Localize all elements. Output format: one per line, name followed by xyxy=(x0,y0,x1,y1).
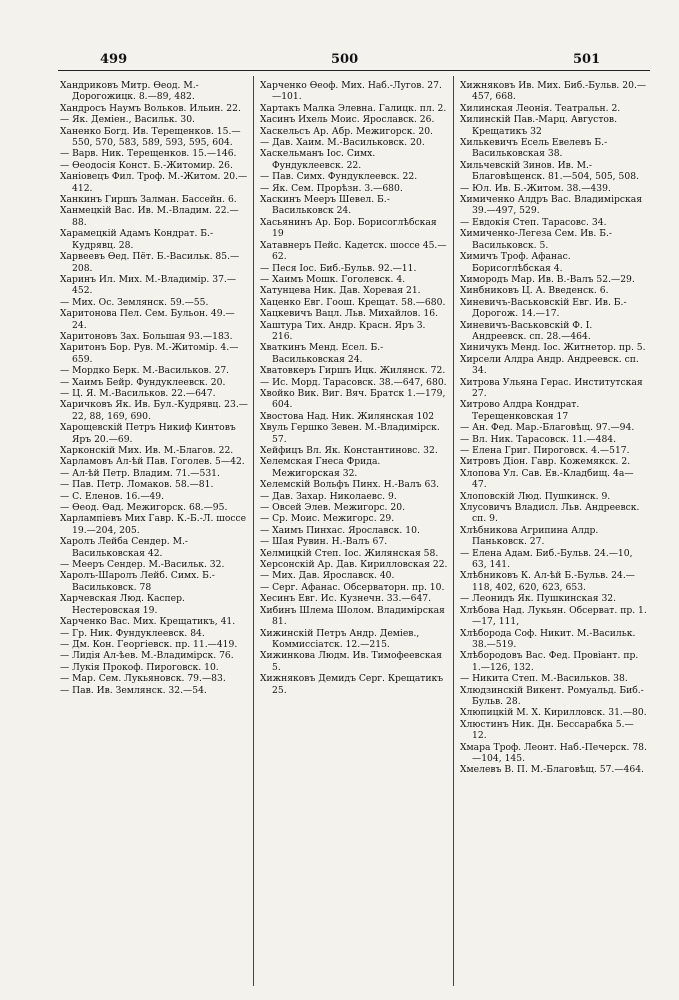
directory-entry: — Ал-ѣй Петр. Владим. 71.—531. xyxy=(60,467,220,479)
directory-entry: — Елена Адам. Биб.-Бульв. 24.—10, 63, 141. xyxy=(460,547,633,571)
directory-entry: Харченко Өеоф. Мих. Наб.-Лугов. 27.—101. xyxy=(260,80,442,103)
directory-entry: — Хаимъ Бейр. Фундуклеевск. 20. xyxy=(60,376,226,388)
directory-entry: Хейфицъ Вл. Як. Константиновс. 32. xyxy=(260,445,438,456)
directory-entry: Хандросъ Наумъ Вольков. Ильин. 22. xyxy=(60,102,241,114)
directory-entry: Хатунцева Ник. Дав. Хоревая 21. xyxy=(260,285,421,297)
page-number-right: 501 xyxy=(573,52,601,67)
directory-entry: — Лукiя Прокоф. Пироговск. 10. xyxy=(60,661,219,673)
directory-entry: — Дав. Хаим. М.-Васильковск. 20. xyxy=(260,137,425,149)
directory-entry: Хижняковъ Демидъ Серг. Крещатикъ 25. xyxy=(260,673,444,696)
directory-entry: Хаскельманъ Iос. Симх. Фундуклеевск. 22. xyxy=(260,148,376,171)
directory-entry: Хлѣбова Над. Лукьян. Обсерват. пр. 1.—17, 111, xyxy=(460,604,647,628)
directory-entry: Харламовъ Ал-ѣй Пав. Гоголев. 5—42. xyxy=(60,456,245,468)
directory-entry: Хижинскiй Петръ Андр. Демiев., Коммиссiатск. 12.—215. xyxy=(260,627,420,650)
directory-entry: Химиченко-Легеза Сем. Ив. Б.-Васильковск. 5. xyxy=(460,228,612,251)
directory-entry: Хлоповскiй Люд. Пушкинск. 9. xyxy=(460,490,611,502)
directory-entry: — Як. Демiен., Васильк. 30. xyxy=(60,114,195,126)
directory-entry: Хитровъ Дiон. Гавр. Кожемякск. 2. xyxy=(460,456,631,468)
column-1 xyxy=(60,80,248,990)
directory-entry: Харконскiй Мих. Ив. М.-Благов. 22. xyxy=(60,445,234,456)
directory-entry: Хваткинъ Менд. Есел. Б.-Васильковская 24. xyxy=(260,342,384,365)
directory-entry: Хитрова Ульяна Герас. Институтская 27. xyxy=(460,376,643,399)
directory-entry: — Өеодосiя Конст. Б.-Житомир. 26. xyxy=(60,159,233,171)
directory-entry: — Песя Iос. Биб.-Бульв. 92.—11. xyxy=(260,262,417,274)
directory-entry: — Ан. Фед. Мар.-Благовѣщ. 97.—94. xyxy=(460,422,635,434)
directory-entry: — Мар. Сем. Лукьяновск. 79.—83. xyxy=(60,673,226,685)
directory-entry: Хаскинъ Мееръ Шевел. Б.-Васильковск 24. xyxy=(260,194,390,217)
directory-entry: Хлусовичъ Владисл. Льв. Андреевск. сп. 9. xyxy=(460,502,640,525)
directory-entry: Хилинскiй Пав.-Марц. Августов. Крещатикъ 32 xyxy=(460,114,618,137)
column-2 xyxy=(260,80,448,990)
directory-entry: Хитрово Алдра Кондрат. Терещенковская 17 xyxy=(460,399,580,422)
directory-entry: Хилинская Леонiя. Театральн. 2. xyxy=(460,102,621,114)
directory-entry: Харамецкiй Адамъ Кондрат. Б.-Кудрявц. 28. xyxy=(60,228,214,251)
directory-entry: — Вл. Ник. Тарасовск. 11.—484. xyxy=(460,433,617,445)
page-number-center: 500 xyxy=(331,52,359,67)
directory-entry: — Мееръ Сендер. М.-Васильк. 32. xyxy=(60,559,225,571)
directory-entry: — Хаимъ Мошк. Гоголевск. 4. xyxy=(260,273,406,285)
directory-entry: Хиневичъ-Васьковскiй Ф. I. Андреевск. сп. 28.—464. xyxy=(460,319,593,342)
directory-entry: Харолъ-Шаролъ Лейб. Симх. Б.-Васильковск. 78 xyxy=(60,570,215,593)
directory-entry: — Дм. Кон. Георгiевск. пр. 11.—419. xyxy=(60,638,238,650)
directory-entry: Харолъ Лейба Сендер. М.-Васильковская 42. xyxy=(60,536,189,559)
directory-entry: Хватовкеръ Гиршъ Ицк. Жилянск. 72. xyxy=(260,365,446,377)
directory-entry: Харчевская Люд. Каспер. Нестеровская 19. xyxy=(60,593,185,616)
directory-entry: Хандриковъ Митр. Өеод. М.-Дорогожицк. 8.—89, 482. xyxy=(60,80,199,103)
directory-entry: Хлюпицкiй М. Х. Кирилловск. 31.—80. xyxy=(460,707,647,719)
directory-entry: Хаценко Евг. Гоош. Крещат. 58.—680. xyxy=(260,296,446,308)
directory-entry: — Лидiя Ал-ѣев. М.-Владимiрск. 76. xyxy=(60,650,234,662)
directory-entry: — Пав. Симх. Фундуклеевск. 22. xyxy=(260,171,418,183)
directory-entry: Хлѣбниковъ К. Ал-ѣй Б.-Бульв. 24.—118, 402, 620, 623, 653. xyxy=(460,570,635,593)
directory-entry: Ханiовецъ Фил. Троф. М.-Житом. 20.—412. xyxy=(60,171,248,194)
directory-entry: Хилькевичъ Есель Евелевъ Б.-Васильковская 38. xyxy=(460,137,608,160)
directory-entry: Хаштура Тих. Андр. Красн. Яръ 3. 216. xyxy=(260,319,426,342)
directory-entry: Хвойко Вик. Виг. Вяч. Братск 1.—179, 604. xyxy=(260,387,446,411)
directory-entry: Хлюстинъ Ник. Дн. Бессарабка 5.—12. xyxy=(460,718,634,742)
directory-entry: Харлампiевъ Мих Гавр. К.-Б.-Л. шоссе 19.—204, 205. xyxy=(60,513,247,536)
directory-entry: Харитоновъ Зах. Большая 93.—183. xyxy=(60,330,233,342)
directory-entry: — Мих. Ос. Землянск. 59.—55. xyxy=(60,296,209,308)
directory-entry: Харинъ Ил. Мих. М.-Владимiр. 37.—452. xyxy=(60,273,237,297)
directory-entry: — Евдокiя Степ. Тарасовс. 34. xyxy=(460,216,607,228)
directory-entry: — Дав. Захар. Николаевс. 9. xyxy=(260,490,397,502)
directory-entry: Харичковъ Як. Ив. Бул.-Кудрявц. 23.—22, 88, 169, 690. xyxy=(60,399,248,422)
directory-entry: Харитонъ Бор. Рув. М.-Житомiр. 4.—659. xyxy=(60,342,239,365)
directory-entry: Херсонскiй Ар. Дав. Кирилловская 22. xyxy=(260,559,448,571)
directory-entry: — Мих. Дав. Ярославск. 40. xyxy=(260,570,395,582)
directory-entry: Химичъ Троф. Афанас. Борисоглѣбская 4. xyxy=(460,251,571,274)
directory-entry: Хижняковъ Ив. Мих. Биб.-Бульв. 20.—457, 668. xyxy=(460,80,647,103)
directory-entry: Харитонова Пел. Сем. Бульон. 49.—24. xyxy=(60,308,235,331)
directory-entry: — Пав. Ив. Землянск. 32.—54. xyxy=(60,684,207,696)
directory-entry: Хвуль Гершко Зевен. М.-Владимiрск. 57. xyxy=(260,422,440,445)
column-3 xyxy=(460,80,648,990)
directory-entry: Хатавнеръ Пейс. Кадетск. шоссе 45.—62. xyxy=(260,239,447,263)
directory-entry: — Як. Сем. Прорѣзн. 3.—680. xyxy=(260,182,403,194)
directory-entry: — Ср. Моис. Межигорс. 29. xyxy=(260,513,395,525)
directory-entry: Хасинъ Ихель Моис. Ярославск. 26. xyxy=(260,114,435,126)
directory-entry: Хмара Троф. Леонт. Наб.-Печерск. 78.—104, 145. xyxy=(460,741,647,764)
directory-entry: Хильчевскiй Зинов. Ив. М.-Благовѣщенск. 81.—504, 505, 508. xyxy=(460,159,639,183)
directory-entry: Хартакъ Малка Элевна. Галицк. пл. 2. xyxy=(260,102,447,114)
directory-entry: Химиченко Алдръ Вас. Владимiрская 39.—497, 529. xyxy=(460,194,643,217)
directory-entry: Хлопова Ул. Сав. Ев.-Кладбищ. 4а—47. xyxy=(460,467,634,491)
directory-entry: Хиничукъ Менд. Iос. Житнетор. пр. 5. xyxy=(460,342,646,354)
directory-entry: — Ис. Морд. Тарасовск. 38.—647, 680. xyxy=(260,376,447,388)
directory-entry: Харченко Вас. Мих. Крещатикъ, 41. xyxy=(60,616,236,628)
directory-entry: Ханкинъ Гиршъ Залман. Бассейн. 6. xyxy=(60,194,237,206)
page-number-left: 499 xyxy=(100,52,128,67)
directory-entry: Хижинкова Людм. Ив. Тимофеевская 5. xyxy=(260,650,442,673)
directory-entry: — Юл. Ив. Б.-Житом. 38.—439. xyxy=(460,182,611,194)
directory-entry: Хиневичъ-Васьковскiй Евг. Ив. Б.-Дорогож. 14.—17. xyxy=(460,296,627,320)
directory-entry: — Леонидъ Як. Пушкинская 32. xyxy=(460,593,617,605)
directory-entry: Харвеевъ Өед. Пёт. Б.-Васильк. 85.—208. xyxy=(60,251,240,274)
directory-entry: Харощевскiй Петръ Никиф Кинтовъ Яръ 20.—69. xyxy=(60,422,236,445)
directory-entry: Хлѣбникова Агрипина Алдр. Паньковск. 27. xyxy=(460,524,599,548)
directory-entry: — Гр. Ник. Фундуклеевск. 84. xyxy=(60,627,205,639)
directory-entry: Хинбниковъ Ц. А. Введенск. 6. xyxy=(460,285,609,297)
directory-entry: — Овсей Элев. Межигорс. 20. xyxy=(260,502,405,514)
column-divider xyxy=(453,76,454,986)
directory-entry: Хмелевъ В. П. М.-Благовѣщ. 57.—464. xyxy=(460,764,644,776)
directory-entry: Хесинъ Евг. Ис. Кузнечн. 33.—647. xyxy=(260,593,432,605)
column-divider xyxy=(253,76,254,986)
directory-entry: Хацкевичъ Вацл. Льв. Михайлов. 16. xyxy=(260,308,439,320)
directory-entry: Хлѣборода Соф. Никит. М.-Васильк. 38.—519. xyxy=(460,627,636,650)
directory-entry: — Өеод. Өад. Межигорск. 68.—95. xyxy=(60,502,228,514)
directory-entry: — Шая Рувин. Н.-Валъ 67. xyxy=(260,536,388,548)
directory-entry: — Мордко Берк. М.-Васильков. 27. xyxy=(60,365,230,377)
directory-entry: Ханенко Богд. Ив. Терещенков. 15.—550, 570, 583, 589, 593, 595, 604. xyxy=(60,125,241,149)
directory-entry: Химородъ Мар. Ив. В.-Валъ 52.—29. xyxy=(460,273,635,285)
directory-entry: — Серг. Афанас. Обсерваторн. пр. 10. xyxy=(260,581,445,593)
directory-entry: Хлѣбородовъ Вас. Фед. Провiант. пр. 1.—126, 132. xyxy=(460,650,639,673)
directory-entry: — С. Еленов. 16.—49. xyxy=(60,490,165,502)
directory-entry: — Варв. Ник. Терещенков. 15.—146. xyxy=(60,148,237,160)
directory-entry: — Пав. Петр. Ломаков. 58.—81. xyxy=(60,479,214,491)
directory-entry: Хвостова Над. Ник. Жилянская 102 xyxy=(260,410,435,422)
directory-entry: — Хаимъ Пинхас. Ярославск. 10. xyxy=(260,524,420,536)
directory-entry: Хаскельсъ Ар. Абр. Межигорск. 20. xyxy=(260,125,433,137)
directory-entry: Хлюдзинскiй Викент. Ромуальд. Биб.-Бульв. 28. xyxy=(460,684,644,707)
directory-entry: Хасьянинъ Ар. Бор. Борисоглѣбская 19 xyxy=(260,216,437,240)
directory-entry: Хирсели Алдра Андр. Андреевск. сп. 34. xyxy=(460,353,639,377)
directory-entry: — Никита Степ. М.-Васильков. 38. xyxy=(460,673,628,685)
directory-entry: Хелемская Гнеса Фрида. Межигорская 32. xyxy=(260,456,381,479)
directory-entry: Хелемскiй Вольфъ Пинх. Н.-Валъ 63. xyxy=(260,479,440,491)
directory-entry: Хибинъ Шлема Шолом. Владимiрская 81. xyxy=(260,604,445,628)
directory-entry: — Елена Григ. Пироговск. 4.—517. xyxy=(460,445,630,456)
header-rule xyxy=(58,70,650,71)
directory-entry: Хелмицкiй Степ. Iос. Жилянская 58. xyxy=(260,547,439,559)
directory-entry: Ханмецкiй Вас. Ив. М.-Владим. 22.—88. xyxy=(60,205,239,228)
directory-entry: — Ц. Я. М.-Васильков. 22.—647. xyxy=(60,387,216,399)
